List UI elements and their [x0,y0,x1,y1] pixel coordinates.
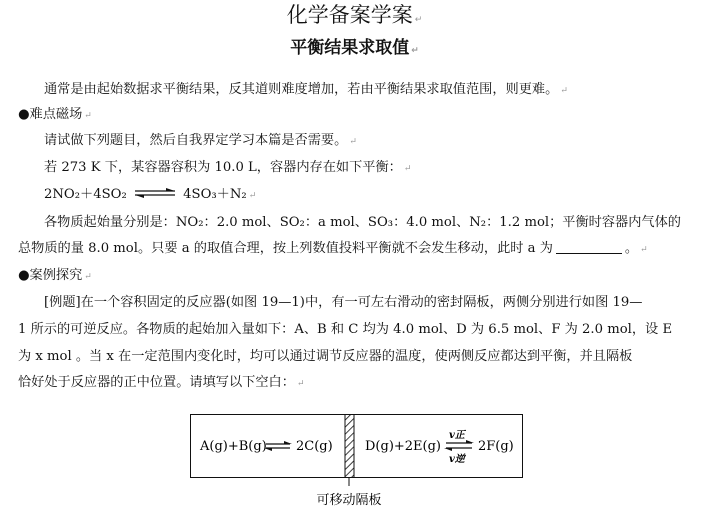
right-reaction-reactants: D(g)+2E(g) [365,439,442,454]
left-reaction-products: 2C(g) [296,439,333,454]
answer-blank[interactable] [556,241,622,254]
initial-amounts: 各物质起始量分别是：NO₂：2.0 mol、SO₂：a mol、SO₃：4.0 mol、N₂：1.2 mol；平衡时容器内气体的 [44,215,681,230]
right-equilibrium-arrows-icon [444,440,474,451]
reverse-rate-label: v逆 [449,454,465,465]
reactor-diagram [190,412,530,512]
document-subtitle: 平衡结果求取值 ↵ [290,38,419,58]
right-reaction-products: 2F(g) [478,439,514,454]
section-heading-difficulty: ●难点磁场 ↵ [18,107,92,122]
example-line-2: 1 所示的可逆反应。各物质的起始加入量如下：A、B 和 C 均为 4.0 mol、D 为 6.5 mol、F 为 2.0 mol，设 E [18,322,673,337]
section-heading-case-study: ●案例探究 ↵ [18,268,92,283]
total-amount-question: 总物质的量 8.0 mol。只要 a 的取值合理，按上列数值投料平衡就不会发生移动，此时 a 为 。 ↵ [18,241,648,256]
problem-condition: 若 273 K 下，某容器容积为 10.0 L，容器内存在如下平衡： ↵ [44,160,412,175]
instruction-text: 请试做下列题目，然后自我界定学习本篇是否需要。 ↵ [44,133,357,148]
equilibrium-equation: 2NO₂＋4SO₂ 4SO₃＋N₂ ↵ [44,187,257,202]
intro-paragraph: 通常是由起始数据求平衡结果，反其道则难度增加，若由平衡结果求取值范围，则更难。 ↵ [44,82,568,97]
example-line-3: 为 x mol 。当 x 在一定范围内变化时，均可以通过调节反应器的温度，使两侧反应都达到平衡，并且隔板 [18,349,633,364]
document-title: 化学备案学案 ↵ [286,3,423,27]
example-line-4: 恰好处于反应器的正中位置。请填写以下空白： ↵ [18,375,305,390]
equilibrium-arrows-icon [133,187,177,199]
movable-partition [345,415,354,478]
partition-label: 可移动隔板 [316,493,382,508]
left-equilibrium-arrows-icon [264,441,292,451]
forward-rate-label: v正 [449,430,465,441]
left-reaction-reactants: A(g)+B(g) [200,439,267,454]
example-line-1: [例题]在一个容积固定的反应器(如图 19—1)中，有一可左右滑动的密封隔板，两侧分别进行如图 19— [44,295,643,310]
